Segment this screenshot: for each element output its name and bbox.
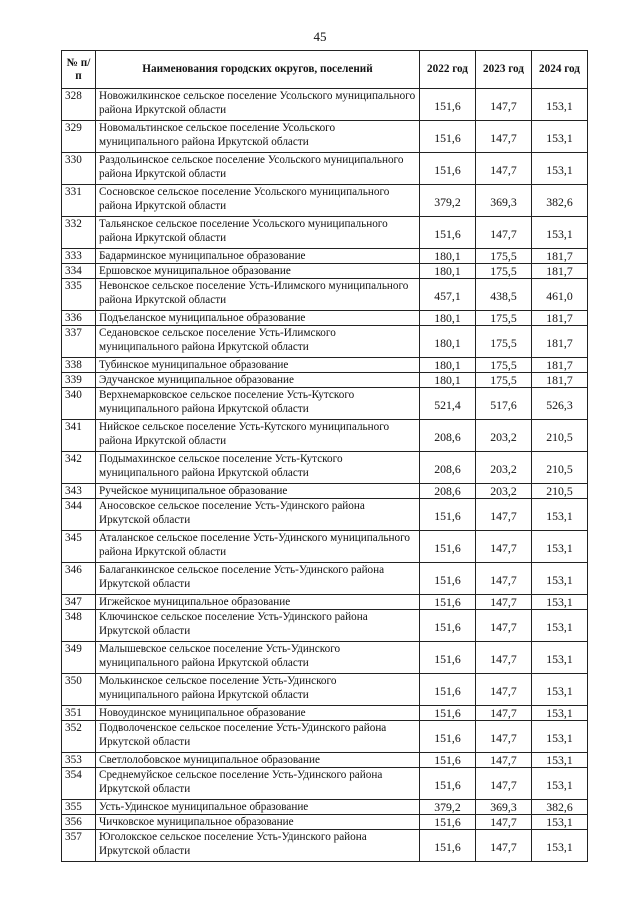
row-number-cell: 331 <box>62 185 96 217</box>
value-2023-cell: 147,7 <box>476 499 532 531</box>
value-2022-cell: 151,6 <box>420 217 476 249</box>
value-2022-cell: 151,6 <box>420 768 476 800</box>
table-row <box>62 185 588 217</box>
table-row <box>62 721 588 753</box>
value-2022-cell: 151,6 <box>420 121 476 153</box>
value-2022-cell: 208,6 <box>420 484 476 499</box>
row-number-cell: 350 <box>62 674 96 706</box>
table-row <box>62 563 588 595</box>
page-number: 45 <box>313 29 327 44</box>
value-2024-cell: 153,1 <box>532 610 588 642</box>
row-number-cell: 356 <box>62 815 96 830</box>
table-row <box>62 388 588 420</box>
row-number-cell: 333 <box>62 249 96 264</box>
settlement-name-cell: Усть-Удинское муниципальное образование <box>96 800 420 815</box>
row-number-cell: 338 <box>62 358 96 373</box>
settlement-name-cell: Раздольинское сельское поселение Усольского муниципального района Иркутской области <box>96 153 420 185</box>
settlement-name-cell: Светлолобовское муниципальное образование <box>96 753 420 768</box>
table-row <box>62 753 588 768</box>
value-2024-cell: 461,0 <box>532 279 588 311</box>
value-2024-cell: 153,1 <box>532 153 588 185</box>
row-number-cell: 339 <box>62 373 96 388</box>
value-2024-cell: 153,1 <box>532 217 588 249</box>
value-2022-cell: 208,6 <box>420 420 476 452</box>
value-2023-cell: 175,5 <box>476 249 532 264</box>
value-2022-cell: 208,6 <box>420 452 476 484</box>
value-2024-cell: 181,7 <box>532 358 588 373</box>
settlement-name-cell: Ключинское сельское поселение Усть-Удинского района Иркутской области <box>96 610 420 642</box>
value-2022-cell: 151,6 <box>420 595 476 610</box>
value-2023-cell: 147,7 <box>476 815 532 830</box>
value-2024-cell: 153,1 <box>532 499 588 531</box>
value-2022-cell: 151,6 <box>420 674 476 706</box>
value-2023-cell: 147,7 <box>476 768 532 800</box>
value-2022-cell: 151,6 <box>420 721 476 753</box>
value-2022-cell: 521,4 <box>420 388 476 420</box>
row-number-cell: 337 <box>62 326 96 358</box>
value-2023-cell: 203,2 <box>476 484 532 499</box>
table-row <box>62 815 588 830</box>
value-2022-cell: 151,6 <box>420 815 476 830</box>
value-2024-cell: 210,5 <box>532 484 588 499</box>
value-2024-cell: 526,3 <box>532 388 588 420</box>
value-2024-cell: 153,1 <box>532 89 588 121</box>
header-name: Наименования городских округов, поселений <box>96 51 420 89</box>
value-2023-cell: 147,7 <box>476 830 532 862</box>
value-2022-cell: 180,1 <box>420 311 476 326</box>
value-2022-cell: 457,1 <box>420 279 476 311</box>
value-2022-cell: 180,1 <box>420 326 476 358</box>
table-row <box>62 484 588 499</box>
value-2024-cell: 181,7 <box>532 326 588 358</box>
settlement-name-cell: Подволоченское сельское поселение Усть-Удинского района Иркутской области <box>96 721 420 753</box>
value-2023-cell: 517,6 <box>476 388 532 420</box>
row-number-cell: 342 <box>62 452 96 484</box>
table-row <box>62 706 588 721</box>
settlement-name-cell: Ручейское муниципальное образование <box>96 484 420 499</box>
value-2024-cell: 153,1 <box>532 830 588 862</box>
value-2024-cell: 181,7 <box>532 373 588 388</box>
row-number-cell: 346 <box>62 563 96 595</box>
row-number-cell: 348 <box>62 610 96 642</box>
settlement-name-cell: Седановское сельское поселение Усть-Илимского муниципального района Иркутской области <box>96 326 420 358</box>
value-2022-cell: 151,6 <box>420 830 476 862</box>
settlement-name-cell: Подъеланское муниципальное образование <box>96 311 420 326</box>
value-2024-cell: 382,6 <box>532 185 588 217</box>
row-number-cell: 345 <box>62 531 96 563</box>
row-number-cell: 355 <box>62 800 96 815</box>
value-2024-cell: 153,1 <box>532 815 588 830</box>
value-2024-cell: 153,1 <box>532 768 588 800</box>
value-2024-cell: 153,1 <box>532 531 588 563</box>
value-2024-cell: 210,5 <box>532 420 588 452</box>
table-row <box>62 610 588 642</box>
table-row <box>62 153 588 185</box>
value-2024-cell: 153,1 <box>532 121 588 153</box>
value-2022-cell: 151,6 <box>420 89 476 121</box>
value-2022-cell: 180,1 <box>420 249 476 264</box>
row-number-cell: 351 <box>62 706 96 721</box>
table-row <box>62 358 588 373</box>
settlement-name-cell: Чичковское муниципальное образование <box>96 815 420 830</box>
value-2022-cell: 151,6 <box>420 753 476 768</box>
value-2024-cell: 153,1 <box>532 642 588 674</box>
value-2023-cell: 147,7 <box>476 121 532 153</box>
value-2023-cell: 147,7 <box>476 217 532 249</box>
value-2023-cell: 147,7 <box>476 89 532 121</box>
row-number-cell: 352 <box>62 721 96 753</box>
value-2022-cell: 180,1 <box>420 358 476 373</box>
value-2023-cell: 147,7 <box>476 595 532 610</box>
value-2022-cell: 180,1 <box>420 264 476 279</box>
table-row <box>62 279 588 311</box>
settlement-name-cell: Подымахинское сельское поселение Усть-Кутского муниципального района Иркутской области <box>96 452 420 484</box>
settlement-name-cell: Нийское сельское поселение Усть-Кутского муниципального района Иркутской области <box>96 420 420 452</box>
value-2024-cell: 181,7 <box>532 249 588 264</box>
settlement-name-cell: Новомальтинское сельское поселение Усольского муниципального района Иркутской области <box>96 121 420 153</box>
value-2023-cell: 147,7 <box>476 531 532 563</box>
row-number-cell: 341 <box>62 420 96 452</box>
value-2023-cell: 147,7 <box>476 610 532 642</box>
row-number-cell: 328 <box>62 89 96 121</box>
table-row <box>62 420 588 452</box>
table-row <box>62 595 588 610</box>
settlement-name-cell: Ершовское муниципальное образование <box>96 264 420 279</box>
settlement-name-cell: Новоудинское муниципальное образование <box>96 706 420 721</box>
value-2024-cell: 153,1 <box>532 595 588 610</box>
table-row <box>62 89 588 121</box>
table-row <box>62 499 588 531</box>
table-row <box>62 249 588 264</box>
value-2023-cell: 175,5 <box>476 311 532 326</box>
header-2023: 2023 год <box>476 51 532 89</box>
header-num: № п/п <box>62 51 96 89</box>
settlement-name-cell: Аталанское сельское поселение Усть-Удинского муниципального района Иркутской области <box>96 531 420 563</box>
table-row <box>62 452 588 484</box>
value-2023-cell: 203,2 <box>476 420 532 452</box>
row-number-cell: 354 <box>62 768 96 800</box>
value-2024-cell: 382,6 <box>532 800 588 815</box>
value-2022-cell: 151,6 <box>420 153 476 185</box>
value-2022-cell: 151,6 <box>420 610 476 642</box>
value-2023-cell: 147,7 <box>476 674 532 706</box>
table-body <box>62 89 588 862</box>
table-row <box>62 800 588 815</box>
row-number-cell: 353 <box>62 753 96 768</box>
settlement-name-cell: Тальянское сельское поселение Усольского муниципального района Иркутской области <box>96 217 420 249</box>
table-row <box>62 768 588 800</box>
settlement-name-cell: Тубинское муниципальное образование <box>96 358 420 373</box>
value-2022-cell: 151,6 <box>420 531 476 563</box>
settlement-name-cell: Аносовское сельское поселение Усть-Удинского района Иркутской области <box>96 499 420 531</box>
row-number-cell: 330 <box>62 153 96 185</box>
value-2023-cell: 147,7 <box>476 753 532 768</box>
row-number-cell: 340 <box>62 388 96 420</box>
value-2024-cell: 181,7 <box>532 264 588 279</box>
value-2023-cell: 175,5 <box>476 358 532 373</box>
value-2022-cell: 151,6 <box>420 563 476 595</box>
value-2022-cell: 151,6 <box>420 706 476 721</box>
value-2023-cell: 147,7 <box>476 721 532 753</box>
value-2022-cell: 180,1 <box>420 373 476 388</box>
value-2022-cell: 151,6 <box>420 499 476 531</box>
settlement-name-cell: Новожилкинское сельское поселение Усольского муниципального района Иркутской области <box>96 89 420 121</box>
value-2024-cell: 153,1 <box>532 706 588 721</box>
row-number-cell: 336 <box>62 311 96 326</box>
value-2022-cell: 151,6 <box>420 642 476 674</box>
value-2024-cell: 153,1 <box>532 721 588 753</box>
value-2023-cell: 203,2 <box>476 452 532 484</box>
table-row <box>62 264 588 279</box>
settlement-name-cell: Молькинское сельское поселение Усть-Удинского муниципального района Иркутской области <box>96 674 420 706</box>
table-row <box>62 326 588 358</box>
value-2024-cell: 210,5 <box>532 452 588 484</box>
value-2023-cell: 147,7 <box>476 706 532 721</box>
table-row <box>62 311 588 326</box>
table-row <box>62 373 588 388</box>
table-row <box>62 217 588 249</box>
table-row <box>62 531 588 563</box>
table-row <box>62 830 588 862</box>
value-2024-cell: 153,1 <box>532 753 588 768</box>
settlement-name-cell: Невонское сельское поселение Усть-Илимского муниципального района Иркутской области <box>96 279 420 311</box>
value-2023-cell: 147,7 <box>476 153 532 185</box>
value-2024-cell: 153,1 <box>532 563 588 595</box>
value-2022-cell: 379,2 <box>420 800 476 815</box>
settlement-name-cell: Игжейское муниципальное образование <box>96 595 420 610</box>
settlement-name-cell: Эдучанское муниципальное образование <box>96 373 420 388</box>
row-number-cell: 334 <box>62 264 96 279</box>
row-number-cell: 329 <box>62 121 96 153</box>
settlement-name-cell: Бадарминское муниципальное образование <box>96 249 420 264</box>
row-number-cell: 332 <box>62 217 96 249</box>
row-number-cell: 335 <box>62 279 96 311</box>
row-number-cell: 347 <box>62 595 96 610</box>
row-number-cell: 344 <box>62 499 96 531</box>
value-2023-cell: 369,3 <box>476 185 532 217</box>
value-2023-cell: 175,5 <box>476 373 532 388</box>
value-2022-cell: 379,2 <box>420 185 476 217</box>
settlement-name-cell: Верхнемарковское сельское поселение Усть-Кутского муниципального района Иркутской области <box>96 388 420 420</box>
settlement-name-cell: Малышевское сельское поселение Усть-Удинского муниципального района Иркутской области <box>96 642 420 674</box>
value-2023-cell: 147,7 <box>476 642 532 674</box>
value-2024-cell: 153,1 <box>532 674 588 706</box>
settlement-name-cell: Юголокское сельское поселение Усть-Удинского района Иркутской области <box>96 830 420 862</box>
value-2023-cell: 175,5 <box>476 264 532 279</box>
row-number-cell: 349 <box>62 642 96 674</box>
table-header-row <box>62 51 588 89</box>
value-2023-cell: 438,5 <box>476 279 532 311</box>
row-number-cell: 343 <box>62 484 96 499</box>
table-row <box>62 674 588 706</box>
table-row <box>62 121 588 153</box>
settlement-name-cell: Сосновское сельское поселение Усольского муниципального района Иркутской области <box>96 185 420 217</box>
settlement-name-cell: Среднемуйское сельское поселение Усть-Удинского района Иркутской области <box>96 768 420 800</box>
settlements-table <box>61 50 588 862</box>
header-2022: 2022 год <box>420 51 476 89</box>
row-number-cell: 357 <box>62 830 96 862</box>
settlement-name-cell: Балаганкинское сельское поселение Усть-Удинского района Иркутской области <box>96 563 420 595</box>
value-2024-cell: 181,7 <box>532 311 588 326</box>
value-2023-cell: 147,7 <box>476 563 532 595</box>
value-2023-cell: 369,3 <box>476 800 532 815</box>
table-row <box>62 642 588 674</box>
value-2023-cell: 175,5 <box>476 326 532 358</box>
header-2024: 2024 год <box>532 51 588 89</box>
